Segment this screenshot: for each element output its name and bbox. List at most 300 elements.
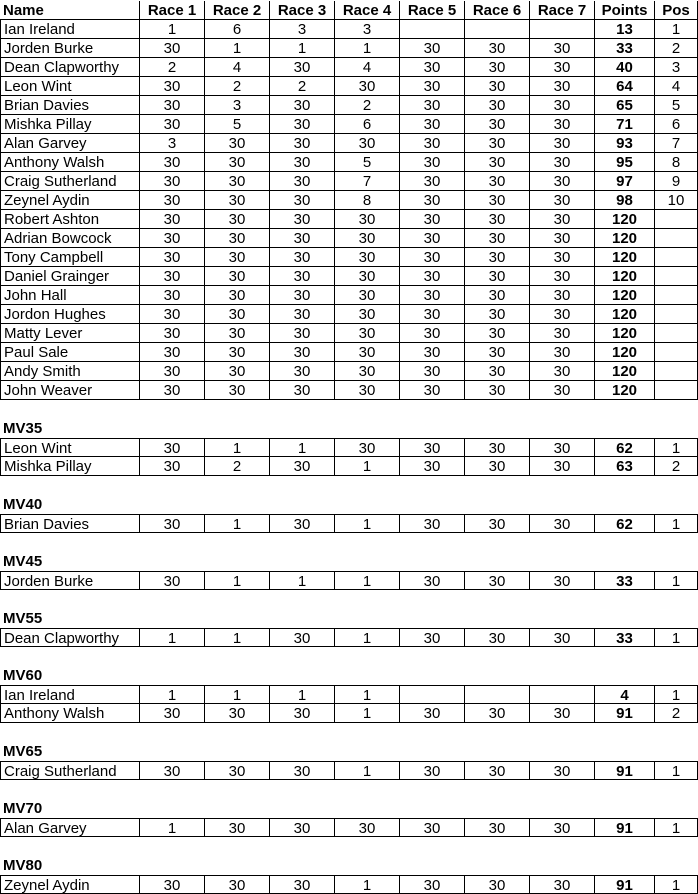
column-header-race-6: Race 6: [465, 1, 530, 20]
race-5-cell: 30: [400, 248, 465, 267]
race-6-cell: 30: [465, 362, 530, 381]
position-cell: 2: [655, 39, 698, 58]
column-header-pos: Pos: [655, 1, 698, 20]
position-cell: [655, 305, 698, 324]
race-3-cell: 30: [270, 761, 335, 780]
position-cell: [655, 210, 698, 229]
race-2-cell: 30: [205, 134, 270, 153]
points-cell: 62: [595, 514, 655, 533]
race-6-cell: 30: [465, 96, 530, 115]
points-cell: 120: [595, 324, 655, 343]
position-cell: [655, 362, 698, 381]
race-5-cell: 30: [400, 457, 465, 476]
race-5-cell: 30: [400, 438, 465, 457]
race-6-cell: 30: [465, 514, 530, 533]
race-5-cell: 30: [400, 571, 465, 590]
race-5-cell: 30: [400, 96, 465, 115]
points-cell: 120: [595, 286, 655, 305]
race-3-cell: 30: [270, 704, 335, 723]
race-1-cell: 30: [140, 153, 205, 172]
race-1-cell: 2: [140, 58, 205, 77]
points-cell: 120: [595, 305, 655, 324]
race-5-cell: 30: [400, 286, 465, 305]
table-row: [0, 20, 698, 39]
position-cell: 5: [655, 96, 698, 115]
race-1-cell: 1: [140, 818, 205, 837]
race-6-cell: 30: [465, 343, 530, 362]
age-group-heading: [0, 495, 698, 514]
position-cell: 2: [655, 704, 698, 723]
table-row: [0, 362, 698, 381]
position-cell: 1: [655, 514, 698, 533]
race-2-cell: 30: [205, 153, 270, 172]
race-7-cell: 30: [530, 514, 595, 533]
athlete-name-cell: Mishka Pillay: [0, 115, 140, 134]
column-header-race-4: Race 4: [335, 1, 400, 20]
race-4-cell: 1: [335, 704, 400, 723]
race-5-cell: 30: [400, 704, 465, 723]
position-cell: 1: [655, 761, 698, 780]
points-cell: 91: [595, 761, 655, 780]
athlete-name-cell: Brian Davies: [0, 96, 140, 115]
race-3-cell: 30: [270, 628, 335, 647]
race-3-cell: 30: [270, 96, 335, 115]
race-3-cell: 30: [270, 343, 335, 362]
race-5-cell: 30: [400, 191, 465, 210]
athlete-name-cell: Daniel Grainger: [0, 267, 140, 286]
position-cell: 1: [655, 875, 698, 894]
table-row: [0, 172, 698, 191]
race-2-cell: 1: [205, 571, 270, 590]
race-7-cell: 30: [530, 362, 595, 381]
points-cell: 4: [595, 685, 655, 704]
race-2-cell: 30: [205, 704, 270, 723]
race-2-cell: 30: [205, 381, 270, 400]
points-cell: 120: [595, 343, 655, 362]
column-header-race-1: Race 1: [140, 1, 205, 20]
race-6-cell: 30: [465, 134, 530, 153]
race-3-cell: 30: [270, 362, 335, 381]
race-4-cell: 30: [335, 381, 400, 400]
race-1-cell: 30: [140, 210, 205, 229]
race-7-cell: 30: [530, 628, 595, 647]
position-cell: [655, 381, 698, 400]
table-row: [0, 381, 698, 400]
race-4-cell: 3: [335, 20, 400, 39]
athlete-name-cell: Alan Garvey: [0, 134, 140, 153]
race-6-cell: 30: [465, 115, 530, 134]
athlete-name-cell: John Hall: [0, 286, 140, 305]
table-row: [0, 514, 698, 533]
race-6-cell: 30: [465, 571, 530, 590]
race-7-cell: [530, 685, 595, 704]
age-group-label: MV60: [3, 667, 43, 684]
race-3-cell: 30: [270, 58, 335, 77]
race-2-cell: 1: [205, 685, 270, 704]
race-1-cell: 30: [140, 96, 205, 115]
header-row: [0, 1, 698, 20]
race-5-cell: 30: [400, 324, 465, 343]
age-group-heading: [0, 856, 698, 875]
race-7-cell: 30: [530, 438, 595, 457]
table-row: [0, 438, 698, 457]
points-cell: 120: [595, 248, 655, 267]
race-1-cell: 30: [140, 761, 205, 780]
race-5-cell: 30: [400, 761, 465, 780]
race-7-cell: 30: [530, 818, 595, 837]
age-group-heading: [0, 419, 698, 438]
athlete-name-cell: Ian Ireland: [0, 20, 140, 39]
race-6-cell: 30: [465, 58, 530, 77]
race-1-cell: 30: [140, 286, 205, 305]
race-3-cell: 1: [270, 39, 335, 58]
age-group-heading: [0, 742, 698, 761]
race-4-cell: 30: [335, 210, 400, 229]
race-2-cell: 2: [205, 457, 270, 476]
race-4-cell: 1: [335, 685, 400, 704]
race-3-cell: 30: [270, 210, 335, 229]
race-7-cell: 30: [530, 761, 595, 780]
race-2-cell: 30: [205, 191, 270, 210]
race-6-cell: 30: [465, 875, 530, 894]
race-4-cell: 30: [335, 286, 400, 305]
race-6-cell: 30: [465, 229, 530, 248]
athlete-name-cell: Adrian Bowcock: [0, 229, 140, 248]
position-cell: [655, 343, 698, 362]
points-cell: 91: [595, 875, 655, 894]
table-row: [0, 286, 698, 305]
points-cell: 63: [595, 457, 655, 476]
race-2-cell: 2: [205, 77, 270, 96]
race-4-cell: 1: [335, 875, 400, 894]
race-2-cell: 30: [205, 267, 270, 286]
race-6-cell: 30: [465, 210, 530, 229]
age-group-heading: [0, 609, 698, 628]
race-6-cell: 30: [465, 818, 530, 837]
athlete-name-cell: John Weaver: [0, 381, 140, 400]
table-row: [0, 58, 698, 77]
athlete-name-cell: Brian Davies: [0, 514, 140, 533]
race-3-cell: 30: [270, 248, 335, 267]
race-1-cell: 30: [140, 172, 205, 191]
race-3-cell: 30: [270, 305, 335, 324]
athlete-name-cell: Jorden Burke: [0, 571, 140, 590]
race-7-cell: 30: [530, 286, 595, 305]
athlete-name-cell: Leon Wint: [0, 438, 140, 457]
race-7-cell: 30: [530, 324, 595, 343]
table-row: [0, 191, 698, 210]
race-3-cell: 1: [270, 438, 335, 457]
points-cell: 13: [595, 20, 655, 39]
race-6-cell: 30: [465, 153, 530, 172]
race-4-cell: 6: [335, 115, 400, 134]
athlete-name-cell: Leon Wint: [0, 77, 140, 96]
race-2-cell: 30: [205, 172, 270, 191]
athlete-name-cell: Anthony Walsh: [0, 153, 140, 172]
column-header-race-3: Race 3: [270, 1, 335, 20]
race-2-cell: 30: [205, 229, 270, 248]
race-2-cell: 3: [205, 96, 270, 115]
column-header-race-2: Race 2: [205, 1, 270, 20]
table-row: [0, 39, 698, 58]
race-6-cell: [465, 20, 530, 39]
race-4-cell: 1: [335, 457, 400, 476]
race-1-cell: 30: [140, 248, 205, 267]
table-row: [0, 210, 698, 229]
table-row: [0, 134, 698, 153]
race-7-cell: 30: [530, 229, 595, 248]
points-cell: 93: [595, 134, 655, 153]
race-5-cell: 30: [400, 362, 465, 381]
race-4-cell: 1: [335, 514, 400, 533]
race-5-cell: 30: [400, 134, 465, 153]
table-row: [0, 115, 698, 134]
race-1-cell: 30: [140, 381, 205, 400]
race-1-cell: 30: [140, 191, 205, 210]
race-1-cell: 30: [140, 457, 205, 476]
race-6-cell: 30: [465, 191, 530, 210]
race-3-cell: 30: [270, 172, 335, 191]
athlete-name-cell: Zeynel Aydin: [0, 191, 140, 210]
race-6-cell: 30: [465, 381, 530, 400]
position-cell: 4: [655, 77, 698, 96]
race-2-cell: 30: [205, 875, 270, 894]
race-6-cell: 30: [465, 77, 530, 96]
race-5-cell: 30: [400, 172, 465, 191]
race-4-cell: 1: [335, 761, 400, 780]
age-group-heading: [0, 799, 698, 818]
race-2-cell: 1: [205, 628, 270, 647]
athlete-name-cell: Dean Clapworthy: [0, 58, 140, 77]
race-7-cell: 30: [530, 77, 595, 96]
race-6-cell: 30: [465, 704, 530, 723]
race-4-cell: 30: [335, 229, 400, 248]
race-7-cell: 30: [530, 115, 595, 134]
position-cell: [655, 229, 698, 248]
age-group-label: MV70: [3, 800, 43, 817]
race-7-cell: 30: [530, 153, 595, 172]
table-row: [0, 77, 698, 96]
race-4-cell: 30: [335, 267, 400, 286]
race-7-cell: 30: [530, 704, 595, 723]
race-2-cell: 1: [205, 39, 270, 58]
race-4-cell: 5: [335, 153, 400, 172]
race-5-cell: 30: [400, 628, 465, 647]
race-3-cell: 30: [270, 191, 335, 210]
position-cell: 1: [655, 20, 698, 39]
race-6-cell: 30: [465, 248, 530, 267]
race-7-cell: 30: [530, 305, 595, 324]
athlete-name-cell: Alan Garvey: [0, 818, 140, 837]
race-1-cell: 1: [140, 685, 205, 704]
table-row: [0, 153, 698, 172]
points-cell: 33: [595, 628, 655, 647]
race-1-cell: 30: [140, 571, 205, 590]
race-5-cell: 30: [400, 818, 465, 837]
position-cell: 1: [655, 818, 698, 837]
table-row: [0, 761, 698, 780]
race-4-cell: 2: [335, 96, 400, 115]
points-cell: 120: [595, 381, 655, 400]
race-7-cell: 30: [530, 267, 595, 286]
age-group-label: MV65: [3, 743, 43, 760]
race-7-cell: 30: [530, 343, 595, 362]
race-1-cell: 30: [140, 704, 205, 723]
points-cell: 40: [595, 58, 655, 77]
position-cell: 10: [655, 191, 698, 210]
race-2-cell: 30: [205, 210, 270, 229]
points-cell: 33: [595, 571, 655, 590]
age-group-label: MV80: [3, 857, 43, 874]
table-row: [0, 324, 698, 343]
position-cell: [655, 248, 698, 267]
race-1-cell: 30: [140, 362, 205, 381]
age-group-label: MV40: [3, 496, 43, 513]
race-4-cell: 30: [335, 343, 400, 362]
race-4-cell: 7: [335, 172, 400, 191]
position-cell: 8: [655, 153, 698, 172]
race-6-cell: 30: [465, 761, 530, 780]
race-2-cell: 6: [205, 20, 270, 39]
race-2-cell: 1: [205, 514, 270, 533]
race-3-cell: 30: [270, 324, 335, 343]
athlete-name-cell: Tony Campbell: [0, 248, 140, 267]
athlete-name-cell: Craig Sutherland: [0, 172, 140, 191]
table-row: [0, 248, 698, 267]
column-header-race-5: Race 5: [400, 1, 465, 20]
table-row: [0, 685, 698, 704]
race-7-cell: [530, 20, 595, 39]
race-5-cell: 30: [400, 39, 465, 58]
race-5-cell: 30: [400, 514, 465, 533]
position-cell: 1: [655, 685, 698, 704]
points-cell: 62: [595, 438, 655, 457]
points-cell: 120: [595, 210, 655, 229]
table-row: [0, 704, 698, 723]
race-3-cell: 30: [270, 153, 335, 172]
athlete-name-cell: Jorden Burke: [0, 39, 140, 58]
table-row: [0, 305, 698, 324]
points-cell: 65: [595, 96, 655, 115]
position-cell: 6: [655, 115, 698, 134]
race-1-cell: 30: [140, 229, 205, 248]
race-2-cell: 30: [205, 818, 270, 837]
position-cell: 1: [655, 628, 698, 647]
race-6-cell: 30: [465, 438, 530, 457]
race-1-cell: 3: [140, 134, 205, 153]
race-4-cell: 8: [335, 191, 400, 210]
athlete-name-cell: Jordon Hughes: [0, 305, 140, 324]
points-cell: 120: [595, 229, 655, 248]
race-4-cell: 30: [335, 362, 400, 381]
race-4-cell: 30: [335, 248, 400, 267]
points-cell: 33: [595, 39, 655, 58]
position-cell: 1: [655, 438, 698, 457]
position-cell: [655, 267, 698, 286]
race-4-cell: 30: [335, 77, 400, 96]
race-7-cell: 30: [530, 134, 595, 153]
points-cell: 98: [595, 191, 655, 210]
race-7-cell: 30: [530, 210, 595, 229]
race-4-cell: 1: [335, 39, 400, 58]
position-cell: 2: [655, 457, 698, 476]
race-4-cell: 30: [335, 305, 400, 324]
points-cell: 97: [595, 172, 655, 191]
position-cell: 3: [655, 58, 698, 77]
race-2-cell: 30: [205, 324, 270, 343]
race-5-cell: 30: [400, 229, 465, 248]
athlete-name-cell: Andy Smith: [0, 362, 140, 381]
athlete-name-cell: Paul Sale: [0, 343, 140, 362]
table-row: [0, 343, 698, 362]
table-row: [0, 267, 698, 286]
race-4-cell: 1: [335, 571, 400, 590]
position-cell: [655, 286, 698, 305]
race-7-cell: 30: [530, 381, 595, 400]
race-7-cell: 30: [530, 96, 595, 115]
race-3-cell: 30: [270, 457, 335, 476]
race-4-cell: 30: [335, 134, 400, 153]
race-1-cell: 30: [140, 267, 205, 286]
points-cell: 120: [595, 362, 655, 381]
race-5-cell: 30: [400, 267, 465, 286]
race-6-cell: 30: [465, 457, 530, 476]
race-4-cell: 30: [335, 818, 400, 837]
race-6-cell: 30: [465, 172, 530, 191]
race-6-cell: [465, 685, 530, 704]
race-7-cell: 30: [530, 58, 595, 77]
athlete-name-cell: Mishka Pillay: [0, 457, 140, 476]
table-row: [0, 875, 698, 894]
athlete-name-cell: Zeynel Aydin: [0, 875, 140, 894]
column-header-points: Points: [595, 1, 655, 20]
race-7-cell: 30: [530, 172, 595, 191]
position-cell: 7: [655, 134, 698, 153]
age-group-label: MV45: [3, 553, 43, 570]
race-4-cell: 30: [335, 438, 400, 457]
points-cell: 91: [595, 704, 655, 723]
race-5-cell: [400, 685, 465, 704]
race-2-cell: 30: [205, 248, 270, 267]
table-row: [0, 628, 698, 647]
race-4-cell: 30: [335, 324, 400, 343]
race-3-cell: 1: [270, 685, 335, 704]
race-2-cell: 5: [205, 115, 270, 134]
race-2-cell: 30: [205, 761, 270, 780]
age-group-label: MV55: [3, 610, 43, 627]
race-1-cell: 30: [140, 324, 205, 343]
age-group-heading: [0, 666, 698, 685]
race-1-cell: 30: [140, 875, 205, 894]
race-3-cell: 30: [270, 875, 335, 894]
race-3-cell: 30: [270, 115, 335, 134]
points-cell: 91: [595, 818, 655, 837]
race-1-cell: 30: [140, 438, 205, 457]
race-1-cell: 30: [140, 39, 205, 58]
race-7-cell: 30: [530, 571, 595, 590]
points-cell: 71: [595, 115, 655, 134]
athlete-name-cell: Craig Sutherland: [0, 761, 140, 780]
race-7-cell: 30: [530, 457, 595, 476]
race-7-cell: 30: [530, 875, 595, 894]
race-5-cell: 30: [400, 210, 465, 229]
age-group-heading: [0, 552, 698, 571]
athlete-name-cell: Anthony Walsh: [0, 704, 140, 723]
athlete-name-cell: Dean Clapworthy: [0, 628, 140, 647]
race-2-cell: 4: [205, 58, 270, 77]
race-2-cell: 30: [205, 343, 270, 362]
race-3-cell: 30: [270, 286, 335, 305]
